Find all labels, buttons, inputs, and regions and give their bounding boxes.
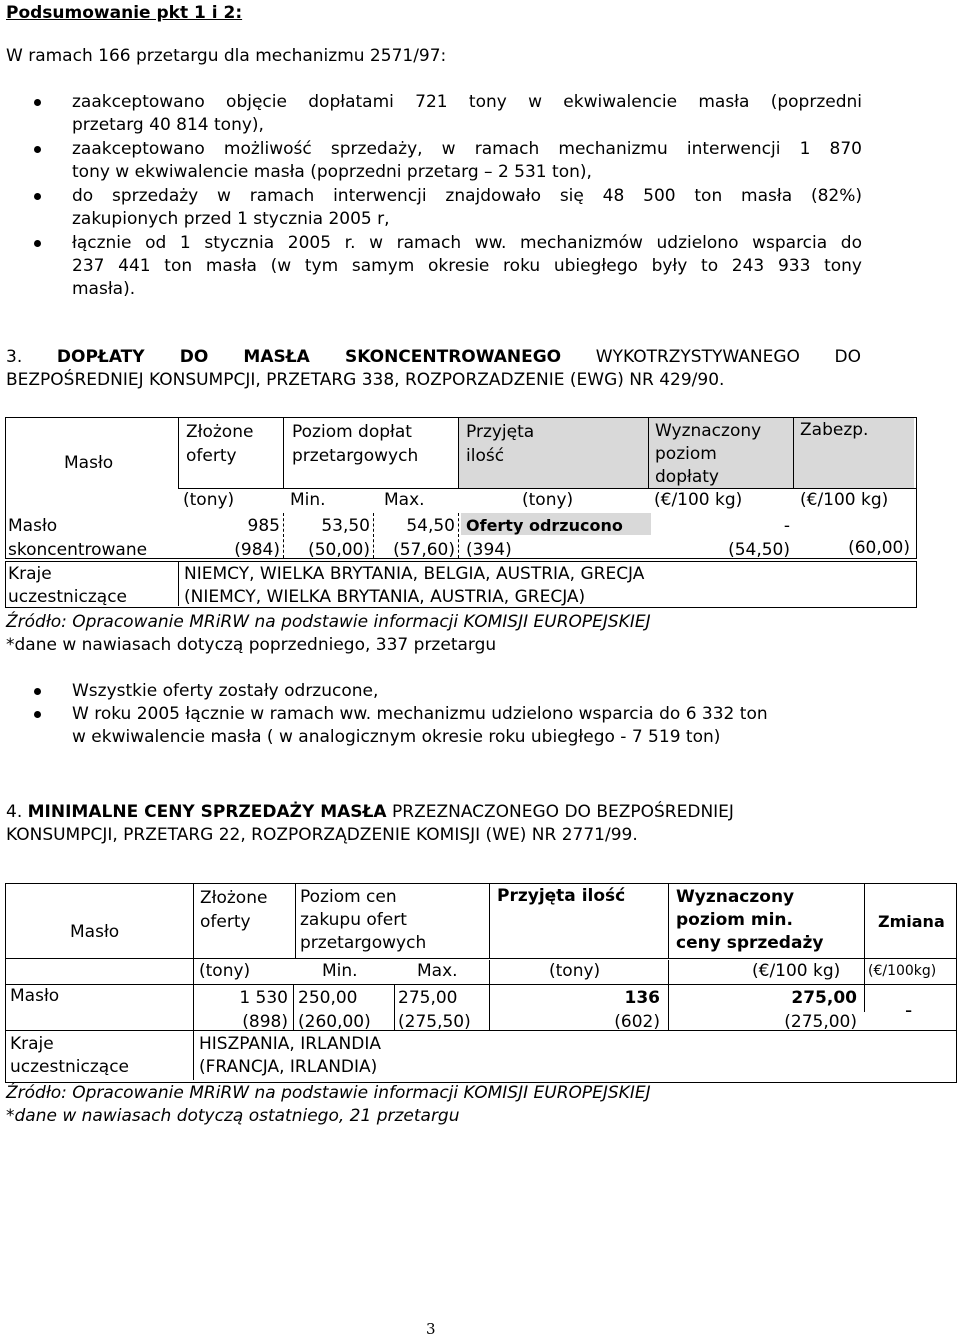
row-label-maslo-skoncentrowane: Masło skoncentrowane bbox=[8, 516, 148, 560]
cell-max: 54,50 (57,60) bbox=[393, 516, 455, 560]
section-4-heading bbox=[6, 801, 734, 823]
section-3-heading bbox=[6, 346, 861, 368]
unit-eur-wyznaczony: (€/100 kg) bbox=[654, 490, 743, 510]
unit-eur-zabezp: (€/100 kg) bbox=[800, 490, 889, 510]
column-header-maslo: Masło bbox=[64, 453, 114, 473]
list-item: zaakceptowano objęcie dopłatami 721 tony w ekwiwalencie masła (poprzedni bbox=[72, 92, 862, 112]
row-label-kraje: Kraje uczestniczące bbox=[8, 564, 128, 607]
column-header-przyjeta: Przyjęta ilość bbox=[466, 422, 535, 466]
column-header-oferty: Złożone oferty bbox=[200, 888, 268, 932]
section-title-rest: WYKOTRZYSTYWANEGO DO bbox=[595, 347, 861, 367]
section-title-bold: MINIMALNE CENY SPRZEDAŻY MASŁA bbox=[27, 802, 387, 822]
unit-min: Min. bbox=[290, 490, 326, 510]
column-header-poziom: Poziom cen zakupu ofert przetargowych bbox=[300, 887, 427, 953]
unit-max: Max. bbox=[384, 490, 425, 510]
section-4-heading-line2: KONSUMPCJI, PRZETARG 22, ROZPORZĄDZENIE KOMISJI (WE) NR 2771/99. bbox=[6, 825, 638, 845]
unit-min: Min. bbox=[322, 961, 358, 981]
summary-intro: W ramach 166 przetargu dla mechanizmu 2571/97: bbox=[6, 46, 447, 66]
unit-tony: (tony) bbox=[183, 490, 235, 510]
cell-min: 53,50 (50,00) bbox=[308, 516, 370, 560]
cell-oferty: 1 530 (898) bbox=[239, 988, 288, 1032]
bullet-icon bbox=[34, 99, 41, 106]
column-header-zmiana: Zmiana bbox=[878, 912, 945, 931]
section-number: 4. bbox=[6, 802, 23, 822]
cell-max: 275,00 (275,50) bbox=[398, 988, 471, 1032]
list-item: 237 441 ton masła (w tym samym okresie roku ubiegłego były to 243 933 tony bbox=[72, 256, 862, 276]
list-item: tony w ekwiwalencie masła (poprzedni przetarg – 2 531 ton), bbox=[72, 162, 592, 182]
cell-przyjeta: 136 (602) bbox=[614, 988, 660, 1032]
section-3-source: Źródło: Opracowanie MRiRW na podstawie informacji KOMISJI EUROPEJSKIEJ bbox=[6, 612, 651, 632]
cell-oferty: 985 (984) bbox=[234, 516, 280, 560]
list-item: Wszystkie oferty zostały odrzucone, bbox=[72, 681, 379, 701]
page-number: 3 bbox=[426, 1320, 436, 1338]
list-item: zaakceptowano możliwość sprzedaży, w ramach mechanizmu interwencji 1 870 bbox=[72, 139, 862, 159]
column-header-oferty: Złożone oferty bbox=[186, 422, 254, 466]
section-title-rest: PRZEZNACZONEGO DO BEZPOŚREDNIEJ bbox=[392, 802, 734, 822]
section-4-source: Źródło: Opracowanie MRiRW na podstawie informacji KOMISJI EUROPEJSKIEJ bbox=[6, 1083, 651, 1103]
unit-tony-przyjeta: (tony) bbox=[522, 490, 574, 510]
list-item: masła). bbox=[72, 279, 136, 299]
row-label-kraje: Kraje uczestniczące bbox=[10, 1034, 130, 1077]
unit-max: Max. bbox=[417, 961, 458, 981]
cell-kraje: NIEMCY, WIELKA BRYTANIA, BELGIA, AUSTRIA, GRECJA (NIEMCY, WIELKA BRYTANIA, AUSTRIA, GRECJA) bbox=[184, 564, 645, 607]
bullet-icon bbox=[34, 146, 41, 153]
list-item: w ekwiwalencie masła ( w analogicznym okresie roku ubiegłego - 7 519 ton) bbox=[72, 727, 721, 747]
list-item: W roku 2005 łącznie w ramach ww. mechanizmu udzielono wsparcia do 6 332 ton bbox=[72, 704, 768, 724]
section-3-heading-line2: BEZPOŚREDNIEJ KONSUMPCJI, PRZETARG 338, ROZPORZADZENIE (EWG) NR 429/90. bbox=[6, 370, 725, 390]
cell-wyznaczony: - (54,50) bbox=[728, 516, 790, 560]
cell-przyjeta: Oferty odrzucono (394) bbox=[466, 516, 623, 560]
unit-eur-zmiana: (€/100kg) bbox=[868, 963, 937, 979]
bullet-icon bbox=[34, 193, 41, 200]
unit-eur-wyznaczony: (€/100 kg) bbox=[752, 961, 841, 981]
column-header-przyjeta: Przyjęta ilość bbox=[497, 886, 626, 906]
list-item: łącznie od 1 stycznia 2005 r. w ramach ww. mechanizmów udzielono wsparcia do bbox=[72, 233, 862, 253]
section-3-note: *dane w nawiasach dotyczą poprzedniego, 337 przetargu bbox=[6, 635, 497, 655]
row-label-maslo: Masło bbox=[10, 986, 60, 1006]
column-header-poziom: Poziom dopłat przetargowych bbox=[292, 422, 419, 466]
list-item: do sprzedaży w ramach interwencji znajdowało się 48 500 ton masła (82%) bbox=[72, 186, 862, 206]
column-header-maslo: Masło bbox=[70, 922, 120, 942]
bullet-icon bbox=[34, 240, 41, 247]
unit-tony: (tony) bbox=[199, 961, 251, 981]
list-item: zakupionych przed 1 stycznia 2005 r, bbox=[72, 209, 390, 229]
bullet-icon bbox=[34, 688, 41, 695]
section-number: 3. bbox=[6, 347, 23, 367]
column-header-wyznaczony: Wyznaczony poziom dopłaty bbox=[655, 421, 762, 487]
unit-tony-przyjeta: (tony) bbox=[549, 961, 601, 981]
cell-zmiana: - bbox=[905, 998, 913, 1022]
cell-wyznaczony: 275,00 (275,00) bbox=[784, 988, 857, 1032]
bullet-icon bbox=[34, 711, 41, 718]
section-4-note: *dane w nawiasach dotyczą ostatniego, 21 przetargu bbox=[6, 1106, 460, 1126]
summary-heading: Podsumowanie pkt 1 i 2: bbox=[6, 3, 243, 23]
section-title-bold: DOPŁATY DO MASŁA SKONCENTROWANEGO bbox=[56, 347, 562, 367]
cell-kraje: HISZPANIA, IRLANDIA (FRANCJA, IRLANDIA) bbox=[199, 1034, 381, 1077]
cell-zabezp: (60,00) bbox=[848, 538, 910, 558]
column-header-zabezp: Zabezp. bbox=[800, 420, 869, 440]
column-header-wyznaczony: Wyznaczony poziom min. ceny sprzedaży bbox=[676, 887, 824, 953]
list-item: przetarg 40 814 tony), bbox=[72, 115, 264, 135]
cell-min: 250,00 (260,00) bbox=[298, 988, 371, 1032]
